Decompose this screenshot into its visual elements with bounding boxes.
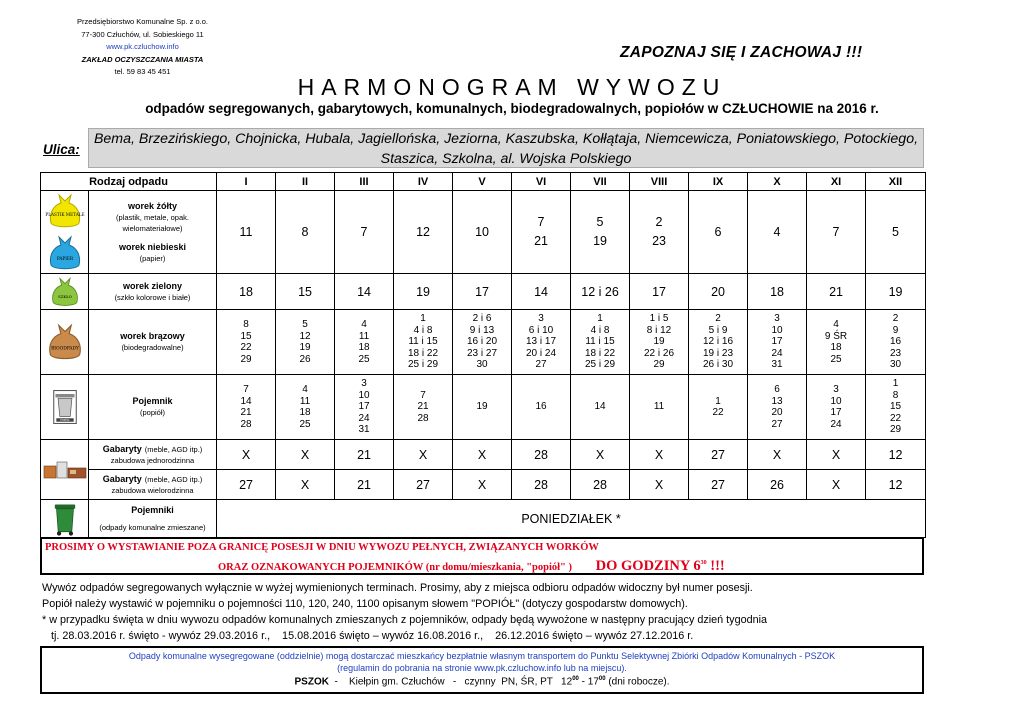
collection-date: 12 bbox=[866, 440, 926, 470]
collection-date: 7 21 28 bbox=[394, 375, 453, 440]
collection-date: 10 bbox=[453, 191, 512, 274]
category-name: Pojemnik bbox=[132, 396, 173, 406]
category-detail: (meble, AGD itp.) bbox=[144, 474, 203, 484]
yellow-bag-icon bbox=[45, 191, 85, 231]
month-header: VI bbox=[512, 173, 571, 191]
month-header: I bbox=[217, 173, 276, 191]
month-header: X bbox=[748, 173, 807, 191]
month-header: XII bbox=[866, 173, 926, 191]
collection-date: 26 bbox=[748, 470, 807, 500]
note-line: Wywóz odpadów segregowanych wyłącznie w wyżej wymienionych terminach. Prosimy, aby z miejsca odbioru odpadów widoczny był numer posesji. bbox=[42, 582, 753, 594]
collection-date: 16 bbox=[512, 375, 571, 440]
warning-line-2 bbox=[218, 558, 725, 575]
collection-date: 18 bbox=[217, 274, 276, 310]
motto-heading: ZAPOZNAJ SIĘ I ZACHOWAJ !!! bbox=[620, 44, 863, 61]
collection-date: 4 11 18 25 bbox=[276, 375, 335, 440]
collection-date: 3 10 17 24 31 bbox=[748, 310, 807, 375]
page-subtitle: odpadów segregowanych, gabarytowych, komunalnych, biodegradowalnych, popiołów w CZŁUCHOWIE na 2016 r. bbox=[145, 101, 879, 116]
table-row bbox=[41, 470, 926, 500]
waste-icon-cell bbox=[41, 500, 89, 538]
brown-bag-icon bbox=[44, 321, 86, 363]
month-header: IV bbox=[394, 173, 453, 191]
collection-date: 7 14 21 28 bbox=[217, 375, 276, 440]
category-description: (popiół) bbox=[140, 408, 166, 417]
yellow-bag-label: PLASTIK METALE bbox=[44, 212, 85, 217]
collection-date: 17 bbox=[453, 274, 512, 310]
waste-category-cell bbox=[89, 310, 217, 375]
note-line: Popiół należy wystawić w pojemniku o pojemności 110, 120, 240, 1100 opisanym słowem "POPIÓŁ" (dotyczy gospodarstw domowych). bbox=[42, 598, 688, 610]
month-header: III bbox=[335, 173, 394, 191]
collection-date: 14 bbox=[335, 274, 394, 310]
collection-date: 5 12 19 26 bbox=[276, 310, 335, 375]
waste-category-cell bbox=[89, 191, 217, 274]
street-label: Ulica: bbox=[43, 142, 80, 157]
collection-date: 28 bbox=[571, 470, 630, 500]
pszok-line-2: (regulamin do pobrania na stronie www.pk.czluchow.info lub na miejscu). bbox=[337, 663, 627, 673]
green-bag-label: SZKŁO bbox=[57, 293, 72, 299]
waste-category-cell bbox=[89, 470, 217, 500]
collection-date: 3 10 17 24 bbox=[807, 375, 866, 440]
category-description: (papier) bbox=[139, 253, 166, 263]
plant-name: ZAKŁAD OCZYSZCZANIA MIASTA bbox=[81, 54, 204, 64]
table-row bbox=[41, 375, 926, 440]
collection-date: 7 bbox=[807, 191, 866, 274]
collection-date: 12 bbox=[866, 470, 926, 500]
collection-date: 2 9 16 23 30 bbox=[866, 310, 926, 375]
ash-bin-label: POPIÓŁ bbox=[59, 419, 70, 423]
collection-date: X bbox=[453, 440, 512, 470]
month-header: XI bbox=[807, 173, 866, 191]
collection-date: 21 bbox=[335, 440, 394, 470]
deadline-suffix: !!! bbox=[706, 558, 725, 574]
collection-date: 28 bbox=[512, 470, 571, 500]
collection-date: 27 bbox=[689, 440, 748, 470]
collection-date: 1 i 5 8 i 12 19 22 i 26 29 bbox=[630, 310, 689, 375]
pszok-end: (dni robocze). bbox=[605, 676, 670, 688]
category-description: (biodegradowalne) bbox=[121, 343, 184, 352]
waste-category-cell bbox=[89, 375, 217, 440]
table-row bbox=[41, 500, 926, 538]
category-description: zabudowa jednorodzinna bbox=[110, 455, 195, 465]
collection-date: 28 bbox=[512, 440, 571, 470]
collection-date: 21 bbox=[807, 274, 866, 310]
waste-icon-cell bbox=[41, 310, 89, 375]
collection-date: 27 bbox=[689, 470, 748, 500]
collection-date: 15 bbox=[276, 274, 335, 310]
category-description: (plastik, metale, opak. wielomateriałowe) bbox=[116, 212, 189, 233]
category-name: Pojemniki bbox=[131, 504, 174, 515]
collection-date: 5 bbox=[866, 191, 926, 274]
deadline-minutes: 30 bbox=[700, 560, 707, 567]
blue-bag-label: PAPIER bbox=[56, 256, 73, 261]
pszok-hour2-sup: 00 bbox=[598, 676, 606, 682]
waste-category-cell bbox=[89, 440, 217, 470]
waste-type-header: Rodzaj odpadu bbox=[41, 173, 217, 191]
warning-box bbox=[40, 537, 924, 575]
collection-schedule-table bbox=[40, 172, 926, 538]
collection-date: X bbox=[453, 470, 512, 500]
waste-category-cell bbox=[89, 274, 217, 310]
collection-date: 19 bbox=[866, 274, 926, 310]
street-list-line-1: Bema, Brzezińskiego, Chojnicka, Hubala, Jagiellońska, Jeziorna, Kaszubska, Kołłątaja, Niemcewicza, Poniatowskiego, Potockiego, bbox=[93, 131, 919, 147]
waste-icon-cell bbox=[41, 191, 89, 274]
collection-date: 27 bbox=[394, 470, 453, 500]
collection-date: 5 19 bbox=[571, 191, 630, 274]
waste-icon-cell bbox=[41, 440, 89, 500]
collection-date: X bbox=[630, 440, 689, 470]
blue-bag-icon bbox=[45, 233, 85, 273]
category-name: Gabaryty bbox=[102, 473, 142, 484]
collection-date: X bbox=[217, 440, 276, 470]
collection-date: 14 bbox=[571, 375, 630, 440]
collection-date: 27 bbox=[217, 470, 276, 500]
category-name: Gabaryty bbox=[102, 443, 142, 454]
month-header: VIII bbox=[630, 173, 689, 191]
collection-date: 14 bbox=[512, 274, 571, 310]
collection-date: 12 bbox=[394, 191, 453, 274]
collection-date: X bbox=[807, 470, 866, 500]
collection-date: X bbox=[748, 440, 807, 470]
company-header bbox=[40, 16, 245, 79]
collection-date: 1 4 i 8 11 i 15 18 i 22 25 i 29 bbox=[571, 310, 630, 375]
collection-date: 1 22 bbox=[689, 375, 748, 440]
waste-icon-cell bbox=[41, 274, 89, 310]
green-bin-icon bbox=[52, 502, 78, 536]
collection-date: 17 bbox=[630, 274, 689, 310]
collection-date: 12 i 26 bbox=[571, 274, 630, 310]
collection-date: 11 bbox=[630, 375, 689, 440]
month-header: IX bbox=[689, 173, 748, 191]
waste-category-cell bbox=[89, 500, 217, 538]
category-name: worek żółty bbox=[128, 200, 178, 211]
collection-date: 1 8 15 22 29 bbox=[866, 375, 926, 440]
collection-date: 21 bbox=[335, 470, 394, 500]
month-header: VII bbox=[571, 173, 630, 191]
pszok-info-box bbox=[40, 646, 924, 694]
warning-line-1: PROSIMY O WYSTAWIANIE POZA GRANICĘ POSESJI W DNIU WYWOZU PEŁNYCH, ZWIĄZANYCH WORKÓW bbox=[45, 542, 599, 553]
pszok-address: - Kiełpin gm. Człuchów - czynny PN, ŚR, PT 12 bbox=[328, 676, 573, 688]
collection-date: 4 9 ŚR 18 25 bbox=[807, 310, 866, 375]
collection-date: 7 bbox=[335, 191, 394, 274]
company-phone: tel. 59 83 45 451 bbox=[114, 67, 171, 76]
collection-date: 19 bbox=[394, 274, 453, 310]
collection-date: 3 6 i 10 13 i 17 20 i 24 27 bbox=[512, 310, 571, 375]
table-row bbox=[41, 191, 926, 274]
collection-date: 7 21 bbox=[512, 191, 571, 274]
collection-date: 4 bbox=[748, 191, 807, 274]
ash-bin-icon bbox=[52, 388, 78, 426]
table-row bbox=[41, 310, 926, 375]
category-name: worek niebieski bbox=[118, 241, 187, 252]
collection-date: 19 bbox=[453, 375, 512, 440]
collection-date: 2 i 6 9 i 13 16 i 20 23 i 27 30 bbox=[453, 310, 512, 375]
pszok-hours bbox=[42, 676, 922, 687]
category-description: (odpady komunalne zmieszane) bbox=[99, 522, 206, 532]
brown-bag-label: BIOODPADY bbox=[50, 346, 79, 352]
collection-date: 6 bbox=[689, 191, 748, 274]
waste-icon-cell bbox=[41, 375, 89, 440]
month-header: V bbox=[453, 173, 512, 191]
collection-date: 2 5 i 9 12 i 16 19 i 23 26 i 30 bbox=[689, 310, 748, 375]
note-line: * w przypadku święta w dniu wywozu odpadów komunalnych zmieszanych z pojemników, odpady będą wywożone w następny pracujący dzień tygodnia bbox=[42, 614, 767, 626]
collection-date: 3 10 17 24 31 bbox=[335, 375, 394, 440]
collection-date: X bbox=[630, 470, 689, 500]
page-title: HARMONOGRAM WYWOZU bbox=[297, 74, 727, 100]
pszok-mid: - 17 bbox=[578, 676, 599, 688]
company-name: Przedsiębiorstwo Komunalne Sp. z o.o. bbox=[77, 17, 208, 26]
month-header: II bbox=[276, 173, 335, 191]
table-header-row bbox=[41, 173, 926, 191]
collection-date: 8 bbox=[276, 191, 335, 274]
company-address: 77-300 Człuchów, ul. Sobieskiego 11 bbox=[81, 29, 204, 39]
collection-date: 1 4 i 8 11 i 15 18 i 22 25 i 29 bbox=[394, 310, 453, 375]
category-name: worek brązowy bbox=[120, 331, 185, 341]
table-row bbox=[41, 274, 926, 310]
category-description: (szkło kolorowe i białe) bbox=[114, 292, 191, 302]
collection-date: X bbox=[276, 470, 335, 500]
pszok-line-1: Odpady komunalne wysegregowane (oddzielnie) mogą dostarczać mieszkańcy bezpłatnie własnym transportem do Punktu Selektywnej Zbiórki Odpadów Komunalnych - PSZOK bbox=[128, 651, 836, 661]
collection-date: X bbox=[571, 440, 630, 470]
green-bag-icon bbox=[48, 275, 82, 309]
table-row bbox=[41, 440, 926, 470]
category-name: worek zielony bbox=[122, 280, 183, 291]
collection-date: 8 15 22 29 bbox=[217, 310, 276, 375]
notes-section bbox=[42, 580, 767, 644]
collection-date: X bbox=[394, 440, 453, 470]
note-line: tj. 28.03.2016 r. święto - wywóz 29.03.2016 r., 15.08.2016 święto – wywóz 16.08.2016 r., 26.12.2016 święto – wywóz 27.12.2016 r. bbox=[42, 630, 694, 642]
collection-date: 20 bbox=[689, 274, 748, 310]
pszok-name: PSZOK bbox=[294, 676, 329, 688]
category-description: zabudowa wielorodzinna bbox=[111, 485, 194, 495]
collection-date: 11 bbox=[217, 191, 276, 274]
bulky-waste-icon bbox=[43, 460, 87, 480]
deadline-text bbox=[596, 558, 725, 574]
mixed-waste-collection-day: PONIEDZIAŁEK * bbox=[217, 500, 926, 538]
company-website-link[interactable]: www.pk.czluchow.info bbox=[106, 42, 179, 51]
collection-date: X bbox=[807, 440, 866, 470]
street-list bbox=[88, 128, 924, 168]
collection-date: 4 11 18 25 bbox=[335, 310, 394, 375]
street-list-line-2: Staszica, Szkolna, al. Wojska Polskiego bbox=[380, 150, 632, 167]
collection-date: 6 13 20 27 bbox=[748, 375, 807, 440]
warning-line-2-text: ORAZ OZNAKOWANYCH POJEMNIKÓW (nr domu/mieszkania, "popiół" ) bbox=[218, 562, 573, 573]
collection-date: X bbox=[276, 440, 335, 470]
category-detail: (meble, AGD itp.) bbox=[144, 444, 203, 454]
deadline-label: DO GODZINY 6 bbox=[595, 558, 701, 574]
collection-date: 18 bbox=[748, 274, 807, 310]
pszok-hour1-sup: 00 bbox=[572, 676, 579, 682]
collection-date: 2 23 bbox=[630, 191, 689, 274]
